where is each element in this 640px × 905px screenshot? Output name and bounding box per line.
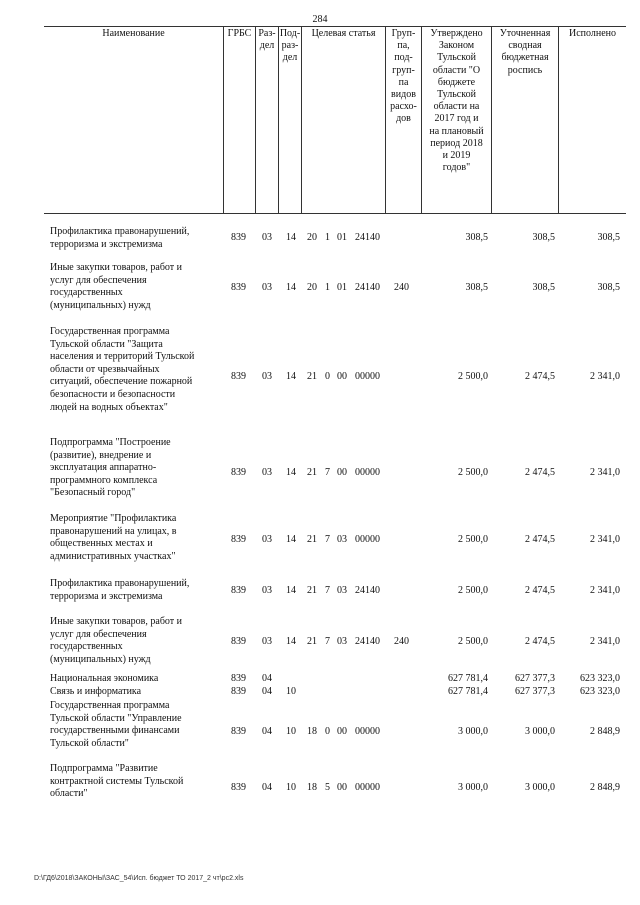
row-target-2: 7 [325, 585, 330, 596]
row-executed: 308,5 [597, 282, 620, 293]
row-refined: 3 000,0 [525, 782, 555, 793]
row-target-1: 18 [307, 726, 317, 737]
row-executed: 2 341,0 [590, 467, 620, 478]
row-target-3: 03 [337, 585, 347, 596]
page-number: 284 [312, 14, 328, 25]
row-subsection: 14 [286, 282, 296, 293]
row-target-2: 7 [325, 467, 330, 478]
row-refined: 627 377,3 [515, 686, 555, 697]
row-refined: 2 474,5 [525, 467, 555, 478]
row-target-4: 24140 [355, 232, 380, 243]
row-target-3: 03 [337, 636, 347, 647]
file-path-footer: D:\ГД6\2018\ЗАКОНЫ\ЗАС_54\Исп. бюджет ТО 2017_2 чт\рс2.xls [34, 875, 244, 882]
row-section: 03 [262, 371, 272, 382]
row-target-2: 0 [325, 371, 330, 382]
row-name: Подпрограмма "Развитие контрактной системы Тульской области" [50, 763, 184, 800]
row-subsection: 14 [286, 371, 296, 382]
row-refined: 2 474,5 [525, 585, 555, 596]
row-refined: 2 474,5 [525, 371, 555, 382]
row-refined: 2 474,5 [525, 636, 555, 647]
row-name: Мероприятие "Профилактика правонарушений на улицах, в общественных местах и административных участках" [50, 513, 177, 562]
row-target-2: 1 [325, 282, 330, 293]
row-refined: 308,5 [532, 232, 555, 243]
row-grbs: 839 [231, 232, 246, 243]
row-executed: 623 323,0 [580, 673, 620, 684]
row-target-4: 24140 [355, 585, 380, 596]
row-section: 03 [262, 534, 272, 545]
row-executed: 2 341,0 [590, 636, 620, 647]
header-section-text: Раз- дел [258, 28, 276, 52]
row-target-3: 01 [337, 232, 347, 243]
row-subsection: 10 [286, 726, 296, 737]
row-approved: 308,5 [465, 282, 488, 293]
header-group-text: Груп- па, под- груп- па видов расхо- дов [390, 28, 417, 125]
header-grbs [224, 26, 256, 214]
row-name: Национальная экономика [50, 673, 159, 684]
row-grbs: 839 [231, 782, 246, 793]
header-name [44, 26, 224, 214]
row-target-1: 21 [307, 467, 317, 478]
header-executed-text: Исполнено [568, 28, 616, 39]
row-grbs: 839 [231, 673, 246, 684]
row-section: 03 [262, 467, 272, 478]
row-grbs: 839 [231, 636, 246, 647]
row-subsection: 14 [286, 232, 296, 243]
row-subsection: 10 [286, 782, 296, 793]
row-grbs: 839 [231, 534, 246, 545]
row-section: 03 [262, 232, 272, 243]
row-section: 03 [262, 585, 272, 596]
row-name: Государственная программа Тульской области "Защита населения и территорий Тульской области от чрезвычайных ситуаций, обеспечение пожарной безопасности и безопасности людей на водных объектах" [50, 326, 195, 413]
row-target-3: 00 [337, 371, 347, 382]
row-target-1: 18 [307, 782, 317, 793]
row-grbs: 839 [231, 585, 246, 596]
header-approved [422, 26, 492, 214]
row-target-2: 0 [325, 726, 330, 737]
row-grbs: 839 [231, 371, 246, 382]
header-group [386, 26, 422, 214]
row-target-4: 00000 [355, 534, 380, 545]
row-subsection: 14 [286, 585, 296, 596]
row-approved: 3 000,0 [458, 782, 488, 793]
header-grbs-text: ГРБС [227, 28, 252, 39]
row-target-1: 21 [307, 534, 317, 545]
row-executed: 2 341,0 [590, 585, 620, 596]
row-subsection: 14 [286, 467, 296, 478]
row-section: 03 [262, 636, 272, 647]
header-name-text: Наименование [102, 28, 165, 39]
row-target-4: 00000 [355, 782, 380, 793]
row-group: 240 [394, 282, 409, 293]
row-refined: 627 377,3 [515, 673, 555, 684]
row-target-3: 00 [337, 782, 347, 793]
row-subsection: 14 [286, 534, 296, 545]
row-target-1: 21 [307, 636, 317, 647]
row-approved: 2 500,0 [458, 636, 488, 647]
row-grbs: 839 [231, 726, 246, 737]
row-section: 04 [262, 782, 272, 793]
row-name: Профилактика правонарушений, терроризма и экстремизма [50, 578, 190, 602]
row-approved: 2 500,0 [458, 534, 488, 545]
row-target-3: 03 [337, 534, 347, 545]
row-refined: 2 474,5 [525, 534, 555, 545]
row-target-3: 01 [337, 282, 347, 293]
row-target-3: 00 [337, 726, 347, 737]
row-target-2: 7 [325, 534, 330, 545]
row-approved: 627 781,4 [448, 673, 488, 684]
header-refined-text: Уточненная сводная бюджетная роспись [499, 28, 551, 76]
row-subsection: 10 [286, 686, 296, 697]
row-grbs: 839 [231, 686, 246, 697]
row-name: Связь и информатика [50, 686, 142, 697]
row-grbs: 839 [231, 467, 246, 478]
row-target-1: 20 [307, 282, 317, 293]
row-target-3: 00 [337, 467, 347, 478]
row-executed: 2 341,0 [590, 534, 620, 545]
row-executed: 2 848,9 [590, 726, 620, 737]
row-grbs: 839 [231, 282, 246, 293]
row-group: 240 [394, 636, 409, 647]
row-approved: 3 000,0 [458, 726, 488, 737]
row-refined: 308,5 [532, 282, 555, 293]
row-executed: 623 323,0 [580, 686, 620, 697]
row-approved: 2 500,0 [458, 371, 488, 382]
row-target-2: 5 [325, 782, 330, 793]
header-subsection [279, 26, 302, 214]
row-executed: 2 341,0 [590, 371, 620, 382]
header-subsection-text: Под- раз- дел [279, 28, 301, 64]
row-target-1: 21 [307, 585, 317, 596]
row-name: Иные закупки товаров, работ и услуг для обеспечения государственных (муниципальных) нужд [50, 262, 183, 311]
header-target-text: Целевая статья [311, 28, 376, 39]
row-name: Государственная программа Тульской области "Управление государственными финансами Тульской области" [50, 700, 182, 749]
row-name: Иные закупки товаров, работ и услуг для обеспечения государственных (муниципальных) нужд [50, 616, 183, 665]
header-section [256, 26, 279, 214]
row-approved: 627 781,4 [448, 686, 488, 697]
row-target-4: 00000 [355, 371, 380, 382]
row-target-4: 24140 [355, 636, 380, 647]
row-executed: 2 848,9 [590, 782, 620, 793]
row-approved: 2 500,0 [458, 467, 488, 478]
row-approved: 2 500,0 [458, 585, 488, 596]
row-approved: 308,5 [465, 232, 488, 243]
header-bottom-border [44, 213, 626, 214]
header-target [302, 26, 386, 214]
row-name: Профилактика правонарушений, терроризма и экстремизма [50, 226, 190, 250]
table-header [44, 26, 626, 214]
row-section: 04 [262, 726, 272, 737]
row-refined: 3 000,0 [525, 726, 555, 737]
row-target-1: 20 [307, 232, 317, 243]
row-name: Подпрограмма "Построение (развитие), внедрение и эксплуатация аппаратно- программного комплекса "Безопасный город" [50, 437, 171, 499]
row-executed: 308,5 [597, 232, 620, 243]
header-approved-text: Утверждено Законом Тульской области "О бюджете Тульской области на 2017 год и на плановый период 2018 и 2019 годов" [429, 28, 484, 174]
header-executed [559, 26, 626, 214]
row-target-2: 7 [325, 636, 330, 647]
row-subsection: 14 [286, 636, 296, 647]
row-target-2: 1 [325, 232, 330, 243]
row-section: 04 [262, 686, 272, 697]
row-section: 04 [262, 673, 272, 684]
row-target-4: 00000 [355, 467, 380, 478]
header-refined [492, 26, 559, 214]
row-target-4: 24140 [355, 282, 380, 293]
row-section: 03 [262, 282, 272, 293]
row-target-4: 00000 [355, 726, 380, 737]
row-target-1: 21 [307, 371, 317, 382]
